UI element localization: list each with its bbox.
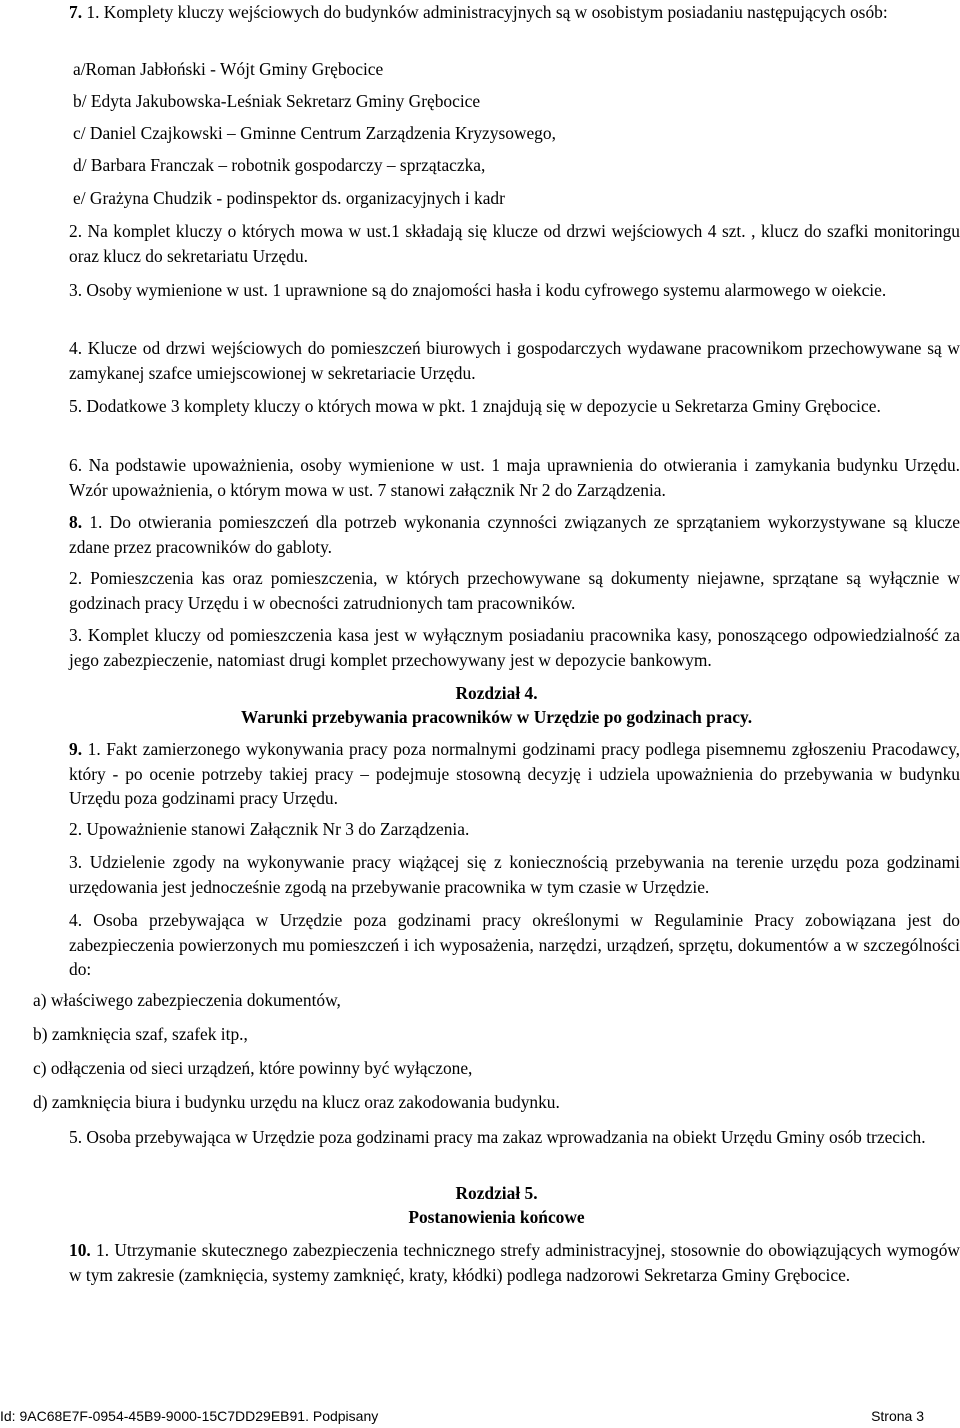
section-7-paragraph-5: 5. Dodatkowe 3 komplety kluczy o których mowa w pkt. 1 znajdują się w depozycie u Sekretarza Gminy Grębocice. [69,396,881,416]
chapter-5-subtitle: Postanowienia końcowe [408,1207,585,1227]
section-10-paragraph-1 [33,1238,960,1287]
section-number: 7. [69,2,83,22]
list-item: e/ Grażyna Chudzik - podinspektor ds. organizacyjnych i kadr [73,188,505,208]
section-7-paragraph-6: 6. Na podstawie upoważnienia, osoby wymienione w ust. 1 maja uprawnienia do otwierania i zamykania budynku Urzędu. Wzór upoważnienia, o którym mowa w ust. 7 stanowi załącznik Nr 2 do Zarządzenia. [69,455,960,500]
section-7-paragraph-1 [33,0,960,25]
list-item: a) właściwego zabezpieczenia dokumentów, [33,990,341,1010]
list-item: c) odłączenia od sieci urządzeń, które powinny być wyłączone, [33,1058,473,1078]
chapter-4-title: Rozdział 4. [455,683,538,703]
list-item: a/Roman Jabłoński - Wójt Gminy Grębocice [73,59,384,79]
page-footer [0,1407,924,1425]
section-8-paragraph-3: 3. Komplet kluczy od pomieszczenia kasa jest w wyłącznym posiadaniu pracownika kasy, ponoszącego odpowiedzialność za jego zabezpieczenie, natomiast drugi komplet przechowywany jest w depozycie bankowym. [69,625,960,670]
section-9-paragraph-3: 3. Udzielenie zgody na wykonywanie pracy wiążącej się z koniecznością przebywania na terenie urzędu poza godzinami urzędowania jest jednocześnie zgodą na przebywanie pracownika w tym czasie w Urzędzie. [69,852,960,897]
section-number: 10. [69,1240,91,1260]
section-7-paragraph-4: 4. Klucze od drzwi wejściowych do pomieszczeń biurowych i gospodarczych wydawane pracownikom przechowywane są w zamykanej szafce umiejscowionej w sekretariacie Urzędu. [69,338,960,383]
list-item: c/ Daniel Czajkowski – Gminne Centrum Zarządzenia Kryzysowego, [73,123,556,143]
section-9-paragraph-2: 2. Upoważnienie stanowi Załącznik Nr 3 do Zarządzenia. [69,819,470,839]
section-8-paragraph-2: 2. Pomieszczenia kas oraz pomieszczenia, w których przechowywane są dokumenty niejawne, sprzątane są wyłącznie w godzinach pracy Urzędu i w obecności zatrudnionych tam pracowników. [69,568,960,613]
section-9-paragraph-4: 4. Osoba przebywająca w Urzędzie poza godzinami pracy określonymi w Regulaminie Pracy zobowiązana jest do zabezpieczenia powierzonych mu pomieszczeń i ich wyposażenia, narzędzi, urządzeń, sprzętu, dokumentów a w szczególności do: [69,910,960,979]
list-item: b) zamknięcia szaf, szafek itp., [33,1024,248,1044]
paragraph-text: 1. Do otwierania pomieszczeń dla potrzeb wykonania czynności związanych ze sprzątaniem wykorzystywane są klucze zdane przez pracowników do gabloty. [69,512,960,557]
list-item: b/ Edyta Jakubowska-Leśniak Sekretarz Gminy Grębocice [73,91,481,111]
section-number: 9. [69,739,83,759]
section-9-paragraph-1 [33,737,960,811]
section-8-paragraph-1 [33,510,960,559]
list-item: d/ Barbara Franczak – robotnik gospodarczy – sprzątaczka, [73,155,486,175]
section-9-paragraph-5: 5. Osoba przebywająca w Urzędzie poza godzinami pracy ma zakaz wprowadzania na obiekt Urzędu Gminy osób trzecich. [69,1127,926,1147]
chapter-5-title: Rozdział 5. [455,1183,538,1203]
chapter-4-subtitle: Warunki przebywania pracowników w Urzędzie po godzinach pracy. [240,707,753,727]
document-id: Id: 9AC68E7F-0954-45B9-9000-15C7DD29EB91. Podpisany [0,1408,379,1424]
paragraph-text: 1. Fakt zamierzonego wykonywania pracy poza normalnymi godzinami pracy podlega pisemnemu zgłoszeniu Pracodawcy, który - po ocenie potrzeby takiej pracy – podejmuje stosowną decyzję i udziela upoważnienia do przebywania w budynku Urzędu poza godzinami pracy Urzędu. [69,739,960,808]
paragraph-text: 1. Komplety kluczy wejściowych do budynków administracyjnych są w osobistym posiadaniu następujących osób: [82,2,888,22]
paragraph-text: 1. Utrzymanie skutecznego zabezpieczenia technicznego strefy administracyjnej, stosownie do obowiązujących wymogów w tym zakresie (zamknięcia, systemy zamknięć, kraty, kłódki) podlega nadzorowi Sekretarza Gminy Grębocice. [69,1240,960,1285]
section-7-paragraph-2: 2. Na komplet kluczy o których mowa w ust.1 składają się klucze od drzwi wejściowych 4 szt. , klucz do szafki monitoringu oraz klucz do sekretariatu Urzędu. [69,221,960,266]
page-number: Strona 3 [871,1408,924,1424]
list-item: d) zamknięcia biura i budynku urzędu na klucz oraz zakodowania budynku. [33,1092,560,1112]
section-number: 8. [69,512,83,532]
section-7-paragraph-3: 3. Osoby wymienione w ust. 1 uprawnione są do znajomości hasła i kodu cyfrowego systemu alarmowego w oiekcie. [69,280,887,300]
